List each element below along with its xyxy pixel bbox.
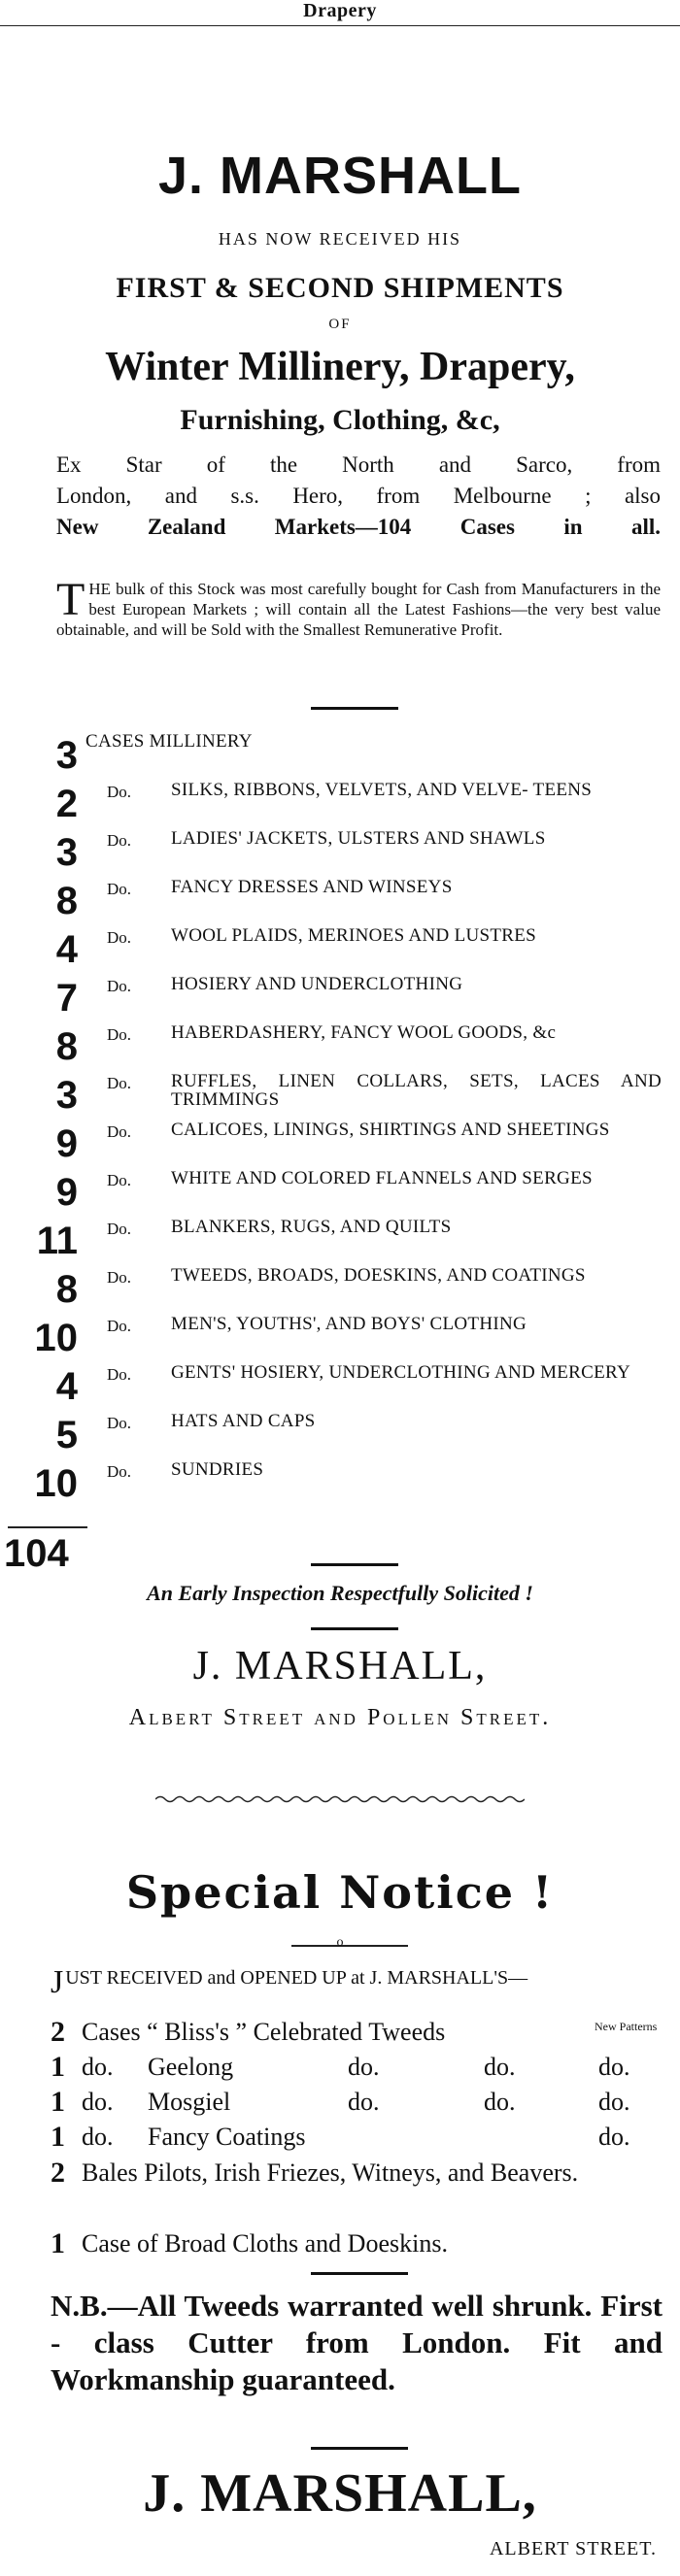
- inventory-qty: 3: [55, 831, 78, 874]
- divider-rule: [311, 1563, 398, 1566]
- special-col4: do.: [484, 2053, 516, 2081]
- inventory-ditto: Do.: [107, 1462, 132, 1481]
- total-rule: [8, 1526, 87, 1528]
- inventory-ditto: Do.: [107, 831, 132, 850]
- case-qty: 1: [51, 2227, 65, 2259]
- nb-notice: N.B.—All Tweeds warranted well shrunk. First - class Cutter from London. Fit and Workmanship guaranteed.: [51, 2289, 663, 2396]
- inventory-item: BLANKERS, RUGS, AND QUILTS: [171, 1217, 452, 1237]
- inventory-ditto: Do.: [107, 1365, 132, 1384]
- inventory-qty: 7: [55, 977, 78, 1020]
- inventory-item: RUFFLES, LINEN COLLARS, SETS, LACES AND TRIMMINGS: [171, 1071, 662, 1110]
- special-note: New Patterns: [595, 2020, 658, 2033]
- inventory-item: HOSIERY AND UNDERCLOTHING: [171, 974, 463, 994]
- inventory-item: HABERDASHERY, FANCY WOOL GOODS, &c: [171, 1022, 557, 1043]
- inventory-item: CASES MILLINERY: [85, 731, 253, 752]
- inventory-qty: 11: [36, 1220, 78, 1262]
- ex-line-1: Ex Star of the North and Sarco, from: [56, 452, 661, 477]
- intro-text: UST RECEIVED and OPENED UP at J. MARSHALL'S—: [65, 1967, 528, 1989]
- inventory-qty: 4: [55, 928, 78, 971]
- divider-rule: [311, 1627, 398, 1630]
- inventory-qty: 8: [55, 1268, 78, 1311]
- inventory-row: [0, 730, 680, 779]
- special-col2: Geelong: [148, 2053, 234, 2081]
- inventory-qty: 10: [34, 1317, 78, 1359]
- inventory-ditto: Do.: [107, 1025, 132, 1044]
- inventory-row: [0, 924, 680, 973]
- inventory-ditto: Do.: [107, 1122, 132, 1141]
- divider-rule: [311, 2447, 408, 2450]
- inventory-row: [0, 973, 680, 1021]
- special-col5: do.: [598, 2053, 630, 2081]
- inventory-ditto: Do.: [107, 977, 132, 995]
- special-col4: do.: [484, 2088, 516, 2116]
- inventory-ditto: Do.: [107, 1317, 132, 1335]
- divider-rule: [311, 707, 398, 710]
- final-address: ALBERT STREET.: [489, 2538, 657, 2559]
- inventory-row: [0, 1361, 680, 1410]
- intro-paragraph-text: HE bulk of this Stock was most carefully bought for Cash from Manufacturers in the best European Markets ; will contain all the Latest Fashions—the very best value obtainable, and will be Sold with the Smallest Remunerative Profit.: [56, 580, 661, 639]
- bales-text: Bales Pilots, Irish Friezes, Witneys, and Beavers.: [82, 2158, 579, 2187]
- special-col5: do.: [598, 2123, 630, 2151]
- special-name: do.: [82, 2053, 114, 2081]
- special-row: [51, 2086, 663, 2119]
- special-qty: 1: [51, 2086, 65, 2118]
- inventory-qty: 9: [55, 1122, 78, 1165]
- bales-qty: 2: [51, 2157, 65, 2189]
- inventory-ditto: Do.: [107, 928, 132, 947]
- inventory-qty: 3: [55, 734, 78, 777]
- inventory-ditto: Do.: [107, 1074, 132, 1092]
- inventory-row: [0, 827, 680, 876]
- furnishing-line: Furnishing, Clothing, &c,: [180, 404, 500, 436]
- inventory-ditto: Do.: [107, 880, 132, 898]
- inventory-ditto: Do.: [107, 1220, 132, 1238]
- special-row: [51, 2121, 663, 2154]
- divider-rule: [311, 2272, 408, 2275]
- special-name: Cases “ Bliss's ” Celebrated Tweeds: [82, 2018, 446, 2046]
- intro-paragraph: [56, 574, 661, 640]
- inventory-item: FANCY DRESSES AND WINSEYS: [171, 877, 453, 897]
- inventory-row: [0, 1216, 680, 1264]
- received-line: HAS NOW RECEIVED HIS: [218, 229, 462, 249]
- inventory-item: WHITE AND COLORED FLANNELS AND SERGES: [171, 1168, 593, 1188]
- inventory-row: [0, 1458, 680, 1507]
- inventory-item: LADIES' JACKETS, ULSTERS AND SHAWLS: [171, 828, 546, 849]
- inventory-list: [0, 730, 680, 1585]
- merchant-title: J. MARSHALL: [158, 147, 522, 205]
- inventory-qty: 2: [55, 783, 78, 825]
- special-intro: [51, 1965, 663, 2000]
- inventory-qty: 5: [55, 1414, 78, 1456]
- closing-merchant: J. MARSHALL,: [192, 1644, 488, 1689]
- inventory-ditto: Do.: [107, 1171, 132, 1189]
- inventory-item: CALICOES, LININGS, SHIRTINGS AND SHEETINGS: [171, 1120, 610, 1140]
- inventory-ditto: Do.: [107, 1414, 132, 1432]
- special-qty: 1: [51, 2121, 65, 2153]
- inventory-row: [0, 1410, 680, 1458]
- special-notice-title: Special Notice !: [125, 1866, 555, 1919]
- wavy-separator: [155, 1794, 525, 1804]
- inventory-qty: 4: [55, 1365, 78, 1408]
- inventory-ditto: Do.: [107, 783, 132, 801]
- inventory-qty: 8: [55, 1025, 78, 1068]
- inventory-qty: 3: [55, 1074, 78, 1117]
- ex-line-3: New Zealand Markets—104 Cases in all.: [56, 515, 661, 539]
- inventory-item: GENTS' HOSIERY, UNDERCLOTHING AND MERCERY: [171, 1362, 630, 1383]
- special-row: [51, 2051, 663, 2084]
- inventory-item: MEN'S, YOUTHS', AND BOYS' CLOTHING: [171, 1314, 527, 1334]
- inventory-qty: 9: [55, 1171, 78, 1214]
- inventory-row: [0, 876, 680, 924]
- drop-cap: T: [56, 574, 85, 625]
- special-col2: Mosgiel: [148, 2088, 231, 2116]
- inventory-row: [0, 1313, 680, 1361]
- special-name: do.: [82, 2123, 114, 2151]
- special-row: [51, 2016, 663, 2049]
- inventory-item: SILKS, RIBBONS, VELVETS, AND VELVE- TEENS: [171, 780, 593, 800]
- inventory-qty: 8: [55, 880, 78, 922]
- case-text: Case of Broad Cloths and Doeskins.: [82, 2229, 448, 2258]
- inspection-line: An Early Inspection Respectfully Solicited !: [147, 1581, 533, 1605]
- special-col2: Fancy Coatings: [148, 2123, 306, 2151]
- inventory-item: WOOL PLAIDS, MERINOES AND LUSTRES: [171, 925, 537, 946]
- special-qty: 1: [51, 2051, 65, 2083]
- special-qty: 2: [51, 2016, 65, 2048]
- inventory-row: [0, 1167, 680, 1216]
- special-name: do.: [82, 2088, 114, 2116]
- closing-address: Albert Street and Pollen Street.: [128, 1705, 552, 1730]
- inventory-item: HATS AND CAPS: [171, 1411, 316, 1431]
- shipments-line: FIRST & SECOND SHIPMENTS: [116, 272, 564, 304]
- special-col5: do.: [598, 2088, 630, 2116]
- of-line: OF: [328, 317, 352, 332]
- section-header: Drapery: [0, 0, 680, 26]
- inventory-ditto: Do.: [107, 1268, 132, 1287]
- inventory-item: TWEEDS, BROADS, DOESKINS, AND COATINGS: [171, 1265, 586, 1286]
- bales-row: [51, 2159, 663, 2187]
- inventory-total: 104: [4, 1532, 69, 1575]
- inventory-row: [0, 1119, 680, 1167]
- inventory-row: [0, 1070, 680, 1119]
- inventory-row: [0, 1021, 680, 1070]
- special-col3: do.: [348, 2088, 380, 2116]
- inventory-row: [0, 779, 680, 827]
- ornament: o: [336, 1935, 344, 1950]
- inventory-qty: 10: [34, 1462, 78, 1505]
- final-merchant: J. MARSHALL,: [143, 2463, 537, 2524]
- winter-millinery-line: Winter Millinery, Drapery,: [105, 345, 575, 389]
- inventory-item: SUNDRIES: [171, 1459, 264, 1480]
- inventory-row: [0, 1264, 680, 1313]
- intro-drop-cap: J: [51, 1964, 64, 2000]
- special-col3: do.: [348, 2053, 380, 2081]
- ex-line-2: London, and s.s. Hero, from Melbourne ; also: [56, 484, 661, 508]
